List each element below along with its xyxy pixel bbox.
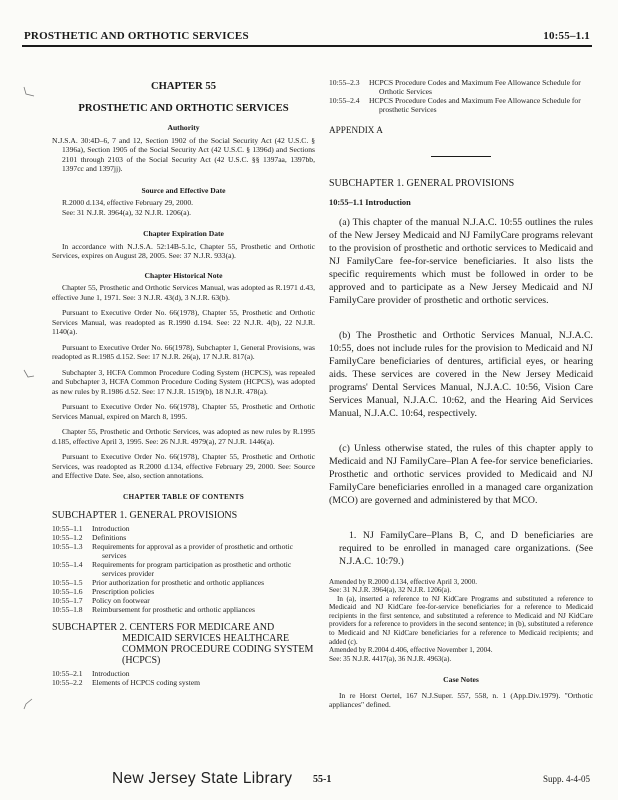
history-note: Pursuant to Executive Order No. 66(1978), Chapter 55, Prosthetic and Orthotic Services Manual, expired on March 8, 1995. — [52, 402, 315, 421]
toc-num: 10:55–1.3 — [52, 542, 83, 551]
toc-list-sub2 — [52, 669, 315, 687]
toc-subchapter-2: SUBCHAPTER 2. CENTERS FOR MEDICARE AND MEDICAID SERVICES HEALTHCARE COMMON PROCEDURE CODING SYSTEM (HCPCS) — [52, 622, 314, 666]
source-line: R.2000 d.134, effective February 29, 2000. — [62, 198, 194, 207]
margin-mark — [22, 86, 36, 98]
amend-line: Amended by R.2000 d.134, effective April 3, 2000. — [329, 577, 477, 586]
source-heading: Source and Effective Date — [141, 185, 226, 195]
left-column — [52, 78, 315, 687]
toc-num: 10:55–1.4 — [52, 560, 83, 569]
history-note: Chapter 55, Prosthetic and Orthotic Services, was adopted as new rules by R.1995 d.185, effective April 3, 1995. See: 26 N.J.R. 4979(a), 27 N.J.R. 1446(a). — [52, 427, 315, 446]
page-number: 55-1 — [313, 774, 332, 785]
amendment-notes — [329, 578, 593, 664]
authority-heading: Authority — [167, 123, 200, 132]
page-footer — [0, 772, 618, 792]
chapter-number: CHAPTER 55 — [150, 81, 217, 92]
history-note: Subchapter 3, HCFA Common Procedure Coding System (HCPCS), was repealed and Subchapter 3, HCFA Common Procedure Coding System (HCPCS), was adopted as new rules by R.1986 d.52. See: 17 N.J.R. 1519(b), 18 N.J.R. 478(a). — [52, 367, 315, 396]
toc-link[interactable]: Prior authorization for prosthetic and orthotic appliances — [92, 578, 265, 587]
header-section-number: 10:55–1.1 — [543, 30, 590, 42]
history-note: Pursuant to Executive Order No. 66(1978), Chapter 55, Prosthetic and Orthotic Services, was readopted as R.2000 d.134, effective February 29, 2000. See: Source and Effective Date. See, also, section annotations. — [52, 452, 315, 480]
paragraph: 1. NJ FamilyCare–Plans B, C, and D beneficiaries are required to be enrolled in managed care organizations. (See N.J.A.C. 10:79.) — [339, 529, 593, 567]
paragraph: (c) Unless otherwise stated, the rules of this chapter apply to Medicaid and NJ FamilyCare–Plan A fee-for service beneficiaries. Prosthetic and orthotic services provided to Medicaid and NJ FamilyCare beneficiaries enrolled in a managed care organization (MCO) are governed and administered by that MCO. — [329, 442, 593, 506]
toc-link[interactable]: HCPCS Procedure Codes and Maximum Fee Allowance Schedule for Orthotic Services — [369, 78, 581, 96]
library-stamp: New Jersey State Library — [112, 770, 293, 787]
toc-num: 10:55–2.1 — [52, 669, 83, 678]
case-notes-heading: Case Notes — [443, 675, 479, 685]
toc-num: 10:55–1.2 — [52, 533, 83, 542]
toc-num: 10:55–1.8 — [52, 605, 83, 614]
toc-link[interactable]: Policy on footwear — [92, 596, 150, 605]
toc-subchapter-1: SUBCHAPTER 1. GENERAL PROVISIONS — [52, 510, 238, 521]
toc-link[interactable]: Prescription policies — [92, 587, 155, 596]
toc-num: 10:55–1.5 — [52, 578, 83, 587]
amend-line: In (a), inserted a reference to NJ KidCare Programs and substituted a reference to Medicaid and NJ KidCare fee-for-service beneficiaries for a reference to Medicaid recipients in the first sentence, and substituted a reference to Medicaid and NJ KidCare providers for a reference to providers in the second sentence; in (b), substituted a reference to Medicaid and NJ KidCare beneficiaries for a reference to Medicaid recipients; and added (c). — [329, 594, 593, 646]
subchapter-heading: SUBCHAPTER 1. GENERAL PROVISIONS — [329, 177, 515, 189]
section-body — [329, 216, 593, 568]
source-line: See: 31 N.J.R. 3964(a), 32 N.J.R. 1206(a). — [62, 207, 192, 217]
amend-line: Amended by R.2004 d.406, effective November 1, 2004. — [329, 646, 493, 655]
section-divider — [431, 156, 491, 157]
history-heading: Chapter Historical Note — [144, 270, 223, 280]
section-heading: 10:55–1.1 Introduction — [329, 198, 411, 207]
toc-heading: CHAPTER TABLE OF CONTENTS — [123, 492, 244, 501]
chapter-title: PROSTHETIC AND ORTHOTIC SERVICES — [78, 102, 289, 114]
toc-link[interactable]: Introduction — [92, 669, 130, 678]
toc-list-sub1 — [52, 524, 315, 614]
toc-num: 10:55–2.3 — [329, 78, 360, 87]
toc-num: 10:55–2.4 — [329, 96, 360, 105]
toc-num: 10:55–2.2 — [52, 678, 83, 687]
toc-num: 10:55–1.7 — [52, 596, 83, 605]
expiration-text: In accordance with N.J.S.A. 52:14B-5.1c, Chapter 55, Prosthetic and Orthotic Services, expires on August 28, 2005. See: 37 N.J.R. 933(a). — [52, 241, 315, 260]
paragraph: (b) The Prosthetic and Orthotic Services Manual, N.J.A.C. 10:55, does not include rules for the provision to Medicaid and NJ FamilyCare beneficiaries of dentures, artificial eyes, or hearing aids. These services are covered in the New Jersey Medicaid programs' Dental Services Manual, N.J.A.C. 10:56, Vision Care Services Manual, N.J.A.C. 10:62, and the Hearing Aid Services Manual, N.J.A.C. 10:64, respectively. — [329, 329, 593, 419]
toc-num: 10:55–1.1 — [52, 524, 83, 533]
toc-link[interactable]: Introduction — [92, 524, 130, 533]
toc-num: 10:55–1.6 — [52, 587, 83, 596]
amend-line: See: 31 N.J.R. 3964(a), 32 N.J.R. 1206(a). — [329, 586, 452, 595]
appendix-label[interactable]: APPENDIX A — [329, 125, 383, 135]
amend-line: See: 35 N.J.R. 4417(a), 36 N.J.R. 4963(a). — [329, 654, 452, 663]
supplement-date: Supp. 4-4-05 — [543, 774, 590, 784]
paragraph: (a) This chapter of the manual N.J.A.C. 10:55 outlines the rules of the New Jersey Medicaid and NJ FamilyCare programs relevant to the provision of prosthetic and orthotic services to Medicaid and NJ FamilyCare fee-for-service beneficiaries. It also lists the specific requirements which must be followed in order to be approved and to participate as a New Jersey Medicaid and NJ FamilyCare provider of prosthetic and orthotic services. — [329, 216, 593, 306]
toc-link[interactable]: Reimbursement for prosthetic and orthotic appliances — [92, 605, 256, 614]
toc-link[interactable]: Definitions — [92, 533, 127, 542]
margin-mark — [22, 698, 36, 710]
toc-link[interactable]: Elements of HCPCS coding system — [92, 678, 200, 687]
authority-text: N.J.S.A. 30:4D–6, 7 and 12, Section 1902 of the Social Security Act (42 U.S.C. § 1396a), Section 1905 of the Social Security Act (42 U.S.C. § 1396d) and Sections 2101 through 2103 of the Social Security Act (42 U.S.C. §§ 1397aa, 1397bb, 1397cc and 1397jj). — [52, 135, 315, 173]
history-note: Pursuant to Executive Order No. 66(1978), Subchapter 1, General Provisions, was readopted as R.1985 d.152. See: 17 N.J.R. 26(a), 17 N.J.R. 817(a). — [52, 342, 315, 361]
toc-link[interactable]: Requirements for approval as a provider of prosthetic and orthotic services — [92, 542, 293, 560]
margin-mark — [22, 368, 36, 380]
running-header — [22, 27, 592, 47]
header-title: PROSTHETIC AND ORTHOTIC SERVICES — [24, 30, 249, 42]
toc-list-continued — [329, 78, 593, 114]
right-column — [329, 78, 593, 715]
expiration-heading: Chapter Expiration Date — [143, 229, 224, 238]
history-note: Pursuant to Executive Order No. 66(1978), Chapter 55, Prosthetic and Orthotic Services Manual, was readopted as R.1990 d.194. See: 22 N.J.R. 4(b), 22 N.J.R. 1140(a). — [52, 308, 315, 336]
toc-link[interactable]: Requirements for program participation as prosthetic and orthotic services provider — [92, 560, 292, 578]
history-note: Chapter 55, Prosthetic and Orthotic Services Manual, was adopted as R.1971 d.43, effective June 1, 1971. See: 3 N.J.R. 43(d), 3 N.J.R. 63(b). — [52, 283, 315, 302]
toc-link[interactable]: HCPCS Procedure Codes and Maximum Fee Allowance Schedule for prosthetic Services — [369, 96, 581, 114]
case-note: In re Horst Oertel, 167 N.J.Super. 557, 558, n. 1 (App.Div.1979). "Orthotic appliances" defined. — [329, 690, 593, 709]
